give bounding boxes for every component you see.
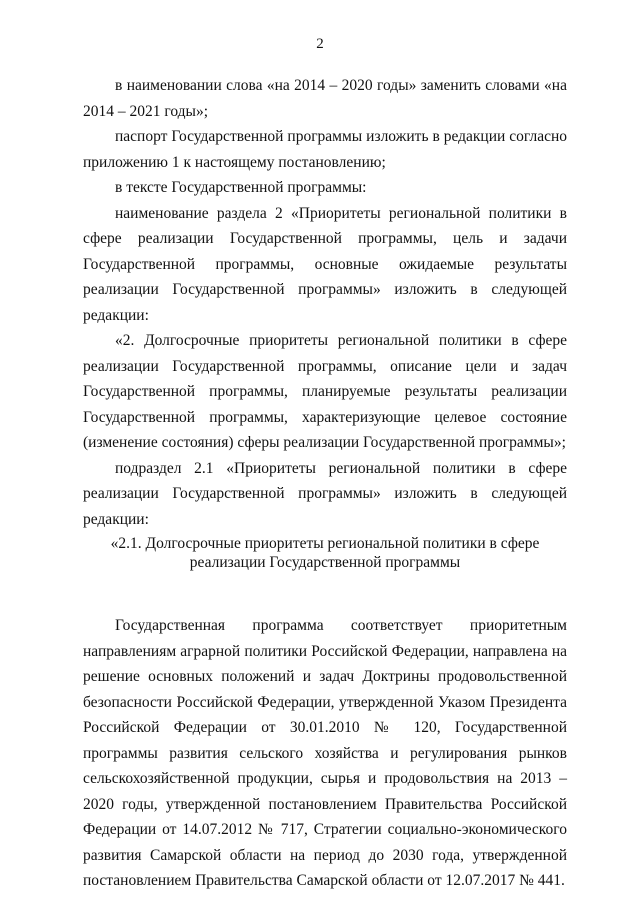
subsection-heading xyxy=(83,534,567,572)
document-body xyxy=(83,73,567,894)
paragraph-program-text: в тексте Государственной программы: xyxy=(115,179,367,196)
paragraph-passport: паспорт Государственной программы изложить в редакции согласно приложению 1 к настоящему постановлению; xyxy=(83,128,567,171)
subsection-heading-line-2: реализации Государственной программы xyxy=(189,554,461,571)
spacer xyxy=(83,572,567,613)
paragraph-section-2-name: наименование раздела 2 «Приоритеты региональной политики в сфере реализации Государственной программы, цель и задачи Государственной программы, основные ожидаемые результаты реализации Государственной программы» изложить в следующей редакции: xyxy=(83,204,567,324)
page-number: 2 xyxy=(316,36,324,52)
paragraph-program-compliance: Государственная программа соответствует приоритетным направлениям аграрной политики Российской Федерации, направлена на решение основных положений и задач Доктрины продовольственной безопасности Российской Федерации, утвержденной Указом Президента Российской Федерации от 30.01.2010 № 120, Государственной программы развития сельского хозяйства и регулирования рынков сельскохозяйственной продукции, сырья и продовольствия на 2013 – 2020 годы, утвержденной постановлением Правительства Российской Федерации от 14.07.2012 № 717, Стратегии социально-экономического развития Самарской области на период до 2030 года, утвержденной постановлением Правительства Самарской области от 12.07.2017 № 441. xyxy=(83,617,567,889)
paragraph-title-change: в наименовании слова «на 2014 – 2020 годы» заменить словами «на 2014 – 2021 годы»; xyxy=(83,77,567,120)
paragraph-subsection-2-1: подраздел 2.1 «Приоритеты региональной политики в сфере реализации Государственной программы» изложить в следующей редакции: xyxy=(83,459,567,528)
paragraph-section-2-new-name: «2. Долгосрочные приоритеты региональной политики в сфере реализации Государственной программы, описание цели и задач Государственной программы, планируемые результаты реализации Государственной программы, характеризующие целевое состояние (изменение состояния) сферы реализации Государственной программы»; xyxy=(83,332,567,451)
subsection-heading-line-1: «2.1. Долгосрочные приоритеты региональной политики в сфере xyxy=(110,535,540,552)
